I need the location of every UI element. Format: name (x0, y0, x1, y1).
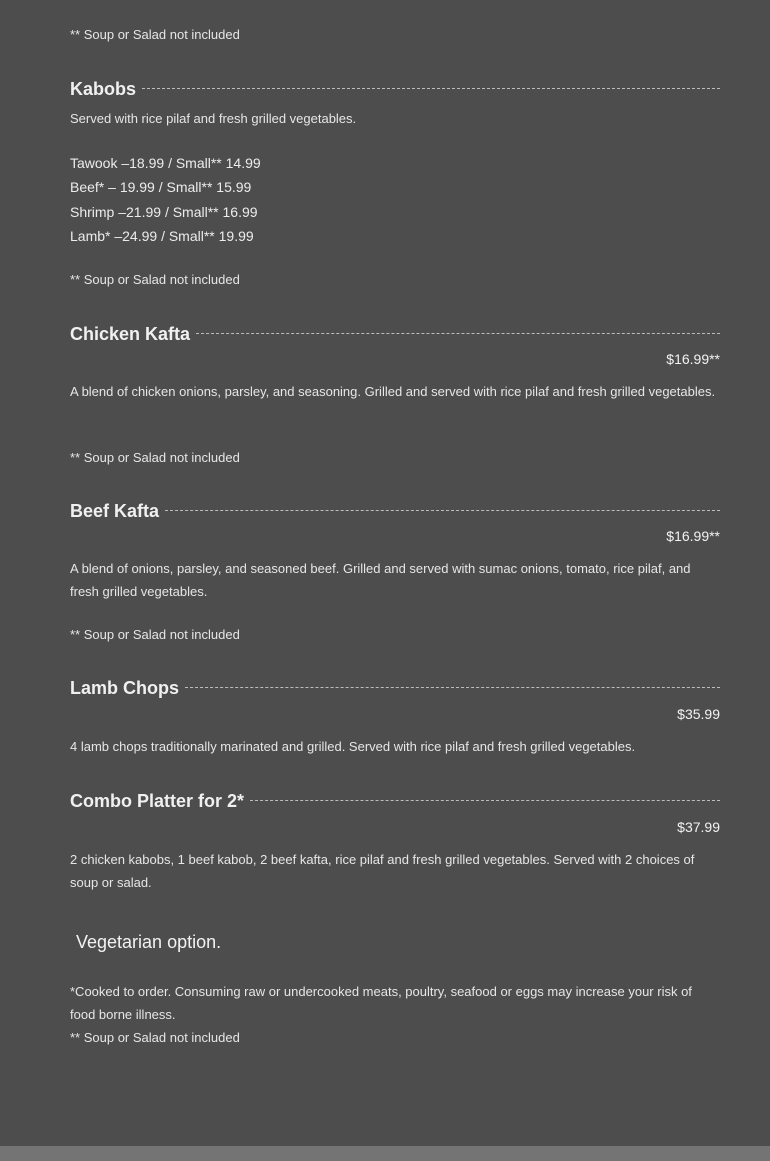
beef-kafta-note: ** Soup or Salad not included (70, 627, 240, 642)
lamb-chops-price: $35.99 (677, 706, 720, 722)
kabobs-title: Kabobs (70, 79, 137, 99)
chicken-kafta-note: ** Soup or Salad not included (70, 450, 240, 465)
list-item: Beef* – 19.99 / Small** 15.99 (70, 179, 252, 196)
lamb-chops-description: 4 lamb chops traditionally marinated and grilled. Served with rice pilaf and fresh grilled vegetables. (70, 739, 636, 754)
vegetarian-option: Vegetarian option. (76, 932, 222, 952)
soup-footnote: ** Soup or Salad not included (70, 1030, 240, 1045)
combo-platter-title: Combo Platter for 2* (70, 791, 245, 811)
combo-platter-price: $37.99 (677, 819, 720, 835)
dotted-leader (165, 510, 720, 511)
lamb-chops-title: Lamb Chops (70, 678, 180, 698)
chicken-kafta-price: $16.99** (666, 351, 720, 367)
kabobs-heading (70, 76, 720, 100)
list-item: Lamb* –24.99 / Small** 19.99 (70, 228, 254, 245)
beef-kafta-title: Beef Kafta (70, 501, 160, 521)
dotted-leader (250, 800, 720, 801)
lamb-chops-heading (70, 675, 720, 699)
chicken-kafta-title: Chicken Kafta (70, 324, 191, 344)
beef-kafta-description: A blend of onions, parsley, and seasoned beef. Grilled and served with sumac onions, tomato, rice pilaf, and fresh grilled vegetables. (70, 561, 691, 599)
dotted-leader (185, 687, 720, 688)
combo-platter-heading (70, 788, 720, 812)
chicken-kafta-description: A blend of chicken onions, parsley, and seasoning. Grilled and served with rice pilaf and fresh grilled vegetables. (70, 384, 716, 399)
combo-platter-description: 2 chicken kabobs, 1 beef kabob, 2 beef kafta, rice pilaf and fresh grilled vegetables. Served with 2 choices of soup or salad. (70, 852, 695, 890)
kabobs-description: Served with rice pilaf and fresh grilled vegetables. (70, 111, 357, 126)
list-item: Tawook –18.99 / Small** 14.99 (70, 155, 261, 171)
cooked-to-order-footnote: *Cooked to order. Consuming raw or undercooked meats, poultry, seafood or eggs may increase your risk of food borne illness. (70, 984, 692, 1022)
kabobs-list (70, 151, 261, 249)
beef-kafta-price: $16.99** (666, 528, 720, 544)
footer-bar (0, 1146, 770, 1161)
soup-note-top: ** Soup or Salad not included (70, 27, 240, 42)
dotted-leader (196, 333, 720, 334)
chicken-kafta-heading (70, 321, 720, 345)
dotted-leader (142, 88, 720, 89)
kabobs-note: ** Soup or Salad not included (70, 272, 240, 287)
list-item: Shrimp –21.99 / Small** 16.99 (70, 203, 258, 220)
beef-kafta-heading (70, 498, 720, 522)
